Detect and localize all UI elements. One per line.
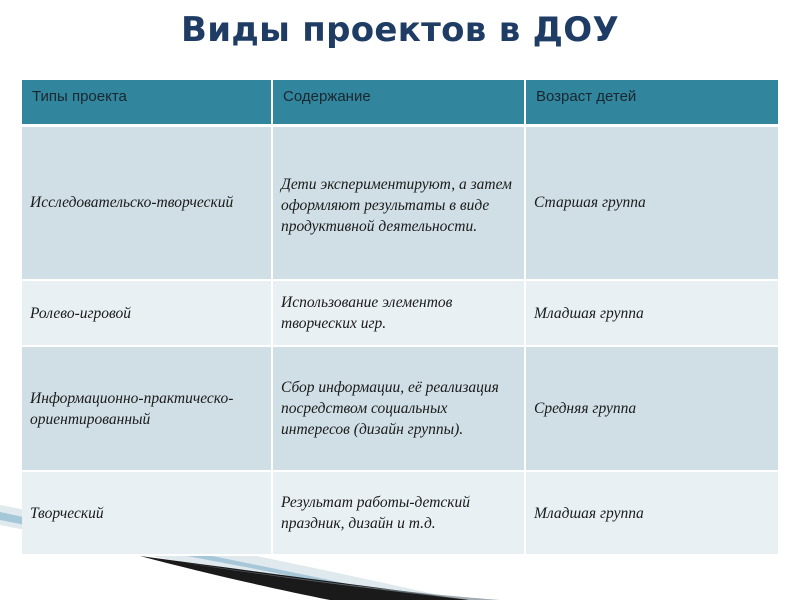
cell-project-type: Ролево-игровой: [22, 280, 272, 346]
slide-title: Виды проектов в ДОУ: [181, 10, 619, 50]
table-row: [22, 346, 778, 471]
cell-content: Дети экспериментируют, а затем оформляют результаты в виде продуктивной деятельности.: [272, 125, 525, 280]
cell-project-type: Исследовательско-творческий: [22, 125, 272, 280]
header-project-type: Типы проекта: [22, 80, 272, 125]
header-child-age: Возраст детей: [525, 80, 778, 125]
table-row: [22, 125, 778, 280]
cell-content: Сбор информации, её реализация посредством социальных интересов (дизайн группы).: [272, 346, 525, 471]
table-header-row: [22, 80, 778, 125]
table-row: [22, 471, 778, 555]
cell-project-type: Творческий: [22, 471, 272, 555]
cell-child-age: Средняя группа: [525, 346, 778, 471]
cell-child-age: Младшая группа: [525, 471, 778, 555]
cell-child-age: Старшая группа: [525, 125, 778, 280]
table-row: [22, 280, 778, 346]
header-content: Содержание: [272, 80, 525, 125]
cell-content: Использование элементов творческих игр.: [272, 280, 525, 346]
cell-project-type: Информационно-практическо-ориентированный: [22, 346, 272, 471]
project-types-table: [22, 80, 778, 556]
cell-content: Результат работы-детский праздник, дизайн и т.д.: [272, 471, 525, 555]
cell-child-age: Младшая группа: [525, 280, 778, 346]
